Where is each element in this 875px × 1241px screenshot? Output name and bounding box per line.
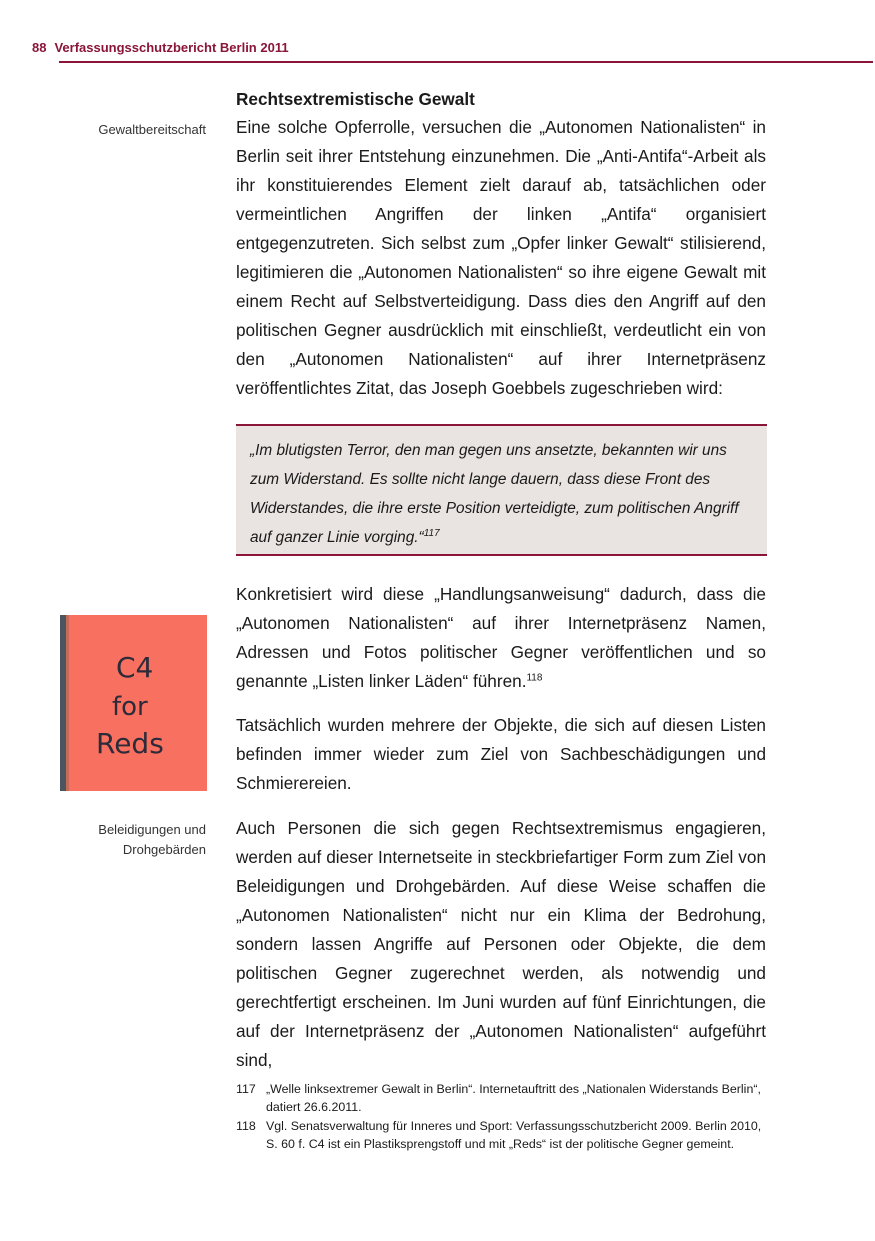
section-heading: Rechtsextremistische Gewalt <box>236 89 475 109</box>
paragraph-text: Eine solche Opferrolle, versuchen die „Autonomen Nationalisten“ in Berlin seit ihrer Entstehung einzunehmen. Die „Anti-Antifa“-Arbeit als ihr konstituierendes Element zielt darauf ab, tatsächlichen oder vermeintlichen Angriffen der linken „Antifa“ organisiert entgegenzutreten. Sich selbst zum „Opfer linker Gewalt“ stilisierend, legitimieren die „Autonomen Nationalisten“ so ihre eigene Gewalt mit einem Recht auf Selbstverteidigung. Dass dies den Angriff auf den politischen Gegner ausdrücklich mit einschließt, verdeutlicht ein von den „Autonomen Nationalisten“ auf ihrer Internetpräsenz veröffentlichtes Zitat, das Joseph Goebbels zugeschrieben wird: <box>236 117 766 398</box>
paragraph-handlungsanweisung <box>236 580 766 696</box>
photo-text-for: for <box>112 692 148 722</box>
margin-note-gewaltbereitschaft: Gewaltbereitschaft <box>98 122 206 137</box>
paragraph-text: Konkretisiert wird diese „Handlungsanweisung“ dadurch, dass die „Autonomen Nationalisten“ auf ihrer Internetpräsenz Namen, Adressen und Fotos politischer Gegner veröffentlichen und so genannte „Listen linker Läden“ führen. <box>236 584 766 691</box>
footnotes <box>236 1080 766 1154</box>
page-number: 88 <box>32 40 47 55</box>
footnote-117 <box>236 1080 766 1116</box>
page-header <box>32 40 872 55</box>
margin-note-beleidigungen: Beleidigungen und Drohgebärden <box>98 822 206 857</box>
paragraph-opferrolle <box>236 113 766 403</box>
header-divider <box>59 61 873 63</box>
paragraph-text: Tatsächlich wurden mehrere der Objekte, die sich auf diesen Listen befinden immer wieder zum Ziel von Sachbeschädigungen und Schmierereien. <box>236 715 766 793</box>
paragraph-text: Auch Personen die sich gegen Rechtsextremismus engagieren, werden auf dieser Internetseite in steckbriefartiger Form zum Ziel von Beleidigungen und Drohgebärden. Auf diese Weise schaffen die „Autonomen Nationalisten“ nicht nur ein Klima der Bedrohung, sondern lassen Angriffe auf Personen oder Objekte, die dem politischen Gegner zugerechnet werden, als notwendig und gerechtfertigt erscheinen. Im Juni wurden auf fünf Einrichtungen, die auf der Internetpräsenz der „Autonomen Nationalisten“ aufgeführt sind, <box>236 818 766 1070</box>
photo-text-reds: Reds <box>96 727 164 760</box>
c4-for-reds-photo <box>60 615 207 791</box>
handwritten-sign-image <box>60 615 207 791</box>
goebbels-quote-box <box>236 424 767 556</box>
footnote-text: Vgl. Senatsverwaltung für Inneres und Sport: Verfassungsschutzbericht 2009. Berlin 2010, S. 60 f. C4 ist ein Plastiksprengstoff und mit „Reds“ ist der politische Gegner gemeint. <box>266 1119 762 1151</box>
quote-text: „Im blutigsten Terror, den man gegen uns ansetzte, bekannten wir uns zum Widerstand. Es sollte nicht lange dauern, dass diese Front des Widerstandes, die ihre erste Position verteidigte, zum politischen Angriff auf ganzer Linie vorging.“ <box>250 442 739 546</box>
paragraph-beleidigungen <box>236 814 766 1075</box>
footnote-number: 117 <box>236 1082 256 1096</box>
photo-text-c4: C4 <box>116 651 154 684</box>
footnote-number: 118 <box>236 1119 256 1133</box>
footnote-text: „Welle linksextremer Gewalt in Berlin“. Internetauftritt des „Nationalen Widerstands Berlin“, datiert 26.6.2011. <box>266 1082 761 1114</box>
publication-title: Verfassungsschutzbericht Berlin 2011 <box>54 40 289 55</box>
footnote-ref-118[interactable]: 118 <box>526 672 543 684</box>
footnote-ref-117[interactable]: 117 <box>423 527 440 539</box>
paragraph-sachbeschaedigungen <box>236 711 766 798</box>
footnote-118 <box>236 1117 766 1153</box>
